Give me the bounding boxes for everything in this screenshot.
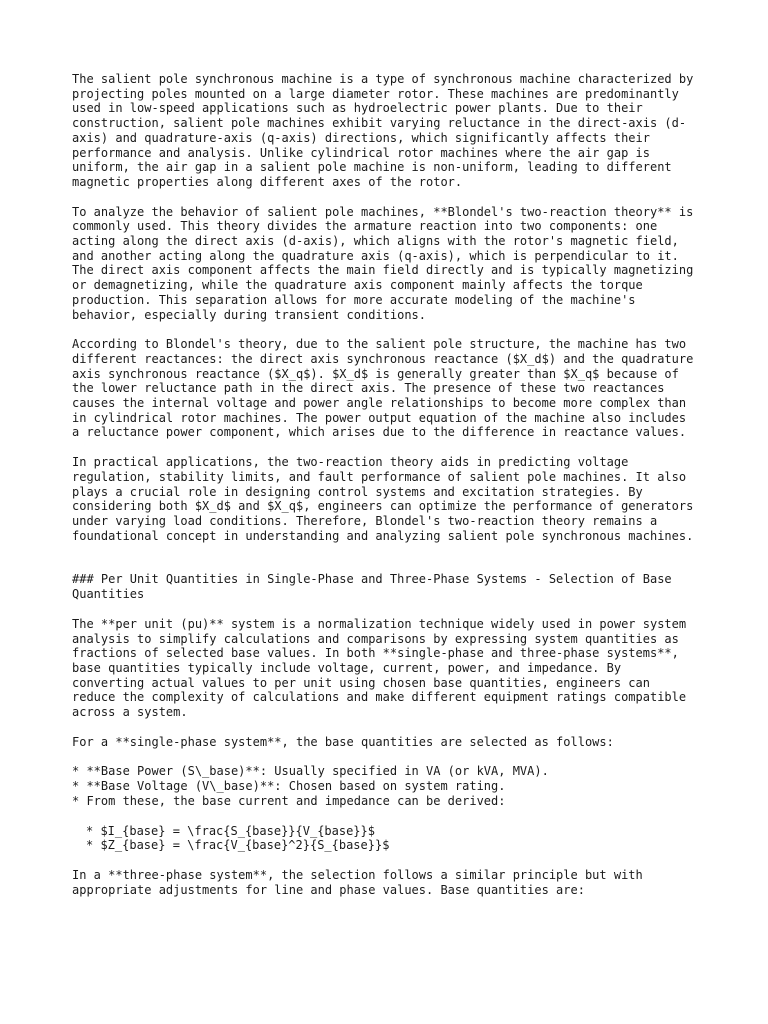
document-page — [72, 72, 700, 912]
list-item-derived-quantities: * From these, the base current and impedance can be derived: — [72, 793, 506, 808]
section-heading-per-unit: ### Per Unit Quantities in Single-Phase and Three-Phase Systems - Selection of Base Quantities — [72, 572, 679, 602]
paragraph-three-phase-intro: In a **three-phase system**, the selection follows a similar principle but with appropriate adjustments for line and phase values. Base quantities are: — [72, 867, 650, 897]
list-item-base-power: * **Base Power (S\_base)**: Usually specified in VA (or kVA, MVA). — [72, 764, 549, 779]
paragraph-reactances: According to Blondel's theory, due to the salient pole structure, the machine has two different reactances: the direct axis synchronous reactance ($X_d$) and the quadrature axis synchronous reactance ($X_q$). $X_d$ is generally greater than $X_q$ because of the lower reluctance path in the direct axis. The presence of these two reactances causes the internal voltage and power angle relationships to become more complex than in cylindrical rotor machines. The power output equation of the machine also includes a reluctance power component, which arises due to the difference in reactance values. — [72, 337, 701, 440]
derived-formula-list — [72, 824, 700, 853]
formula-base-impedance: * $Z_{base} = \frac{V_{base}^2}{S_{base}}$ — [86, 838, 390, 853]
paragraph-blondel-theory: To analyze the behavior of salient pole machines, **Blondel's two-reaction theory** is commonly used. This theory divides the armature reaction into two components: one acting along the direct axis (d-axis), which aligns with the rotor's magnetic field, and another acting along the quadrature axis (q-axis), which is perpendicular to it. The direct axis component affects the main field directly and is typically magnetizing or demagnetizing, while the quadrature axis component mainly affects the torque production. This separation allows for more accurate modeling of the machine's behavior, especially during transient conditions. — [72, 204, 701, 322]
single-phase-base-list — [72, 764, 700, 808]
paragraph-per-unit-system: The **per unit (pu)** system is a normalization technique widely used in power system analysis to simplify calculations and comparisons by expressing system quantities as fractions of selected base values. In both **single-phase and three-phase systems**, base quantities typically include voltage, current, power, and impedance. By converting actual values to per unit using chosen base quantities, engineers can reduce the complexity of calculations and make different equipment ratings compatible across a system. — [72, 616, 694, 720]
list-item-base-voltage: * **Base Voltage (V\_base)**: Chosen based on system rating. — [72, 779, 506, 794]
paragraph-practical-applications: In practical applications, the two-reaction theory aids in predicting voltage regulation, stability limits, and fault performance of salient pole machines. It also plays a crucial role in designing control systems and excitation strategies. By considering both $X_d$ and $X_q$, engineers can optimize the performance of generators under varying load conditions. Therefore, Blondel's two-reaction theory remains a foundational concept in understanding and analyzing salient pole synchronous machines. — [72, 455, 701, 543]
formula-base-current: * $I_{base} = \frac{S_{base}}{V_{base}}$ — [86, 823, 375, 838]
paragraph-salient-pole-intro: The salient pole synchronous machine is a type of synchronous machine characterized by projecting poles mounted on a large diameter rotor. These machines are predominantly used in low-speed applications such as hydroelectric power plants. Due to their construction, salient pole machines exhibit varying reluctance in the direct-axis (d-axis) and quadrature-axis (q-axis) directions, which significantly affects their performance and analysis. Unlike cylindrical rotor machines where the air gap is uniform, the air gap in a salient pole machine is non-uniform, leading to different magnetic properties along different axes of the rotor. — [72, 72, 701, 189]
paragraph-single-phase-intro: For a **single-phase system**, the base quantities are selected as follows: — [72, 734, 614, 749]
